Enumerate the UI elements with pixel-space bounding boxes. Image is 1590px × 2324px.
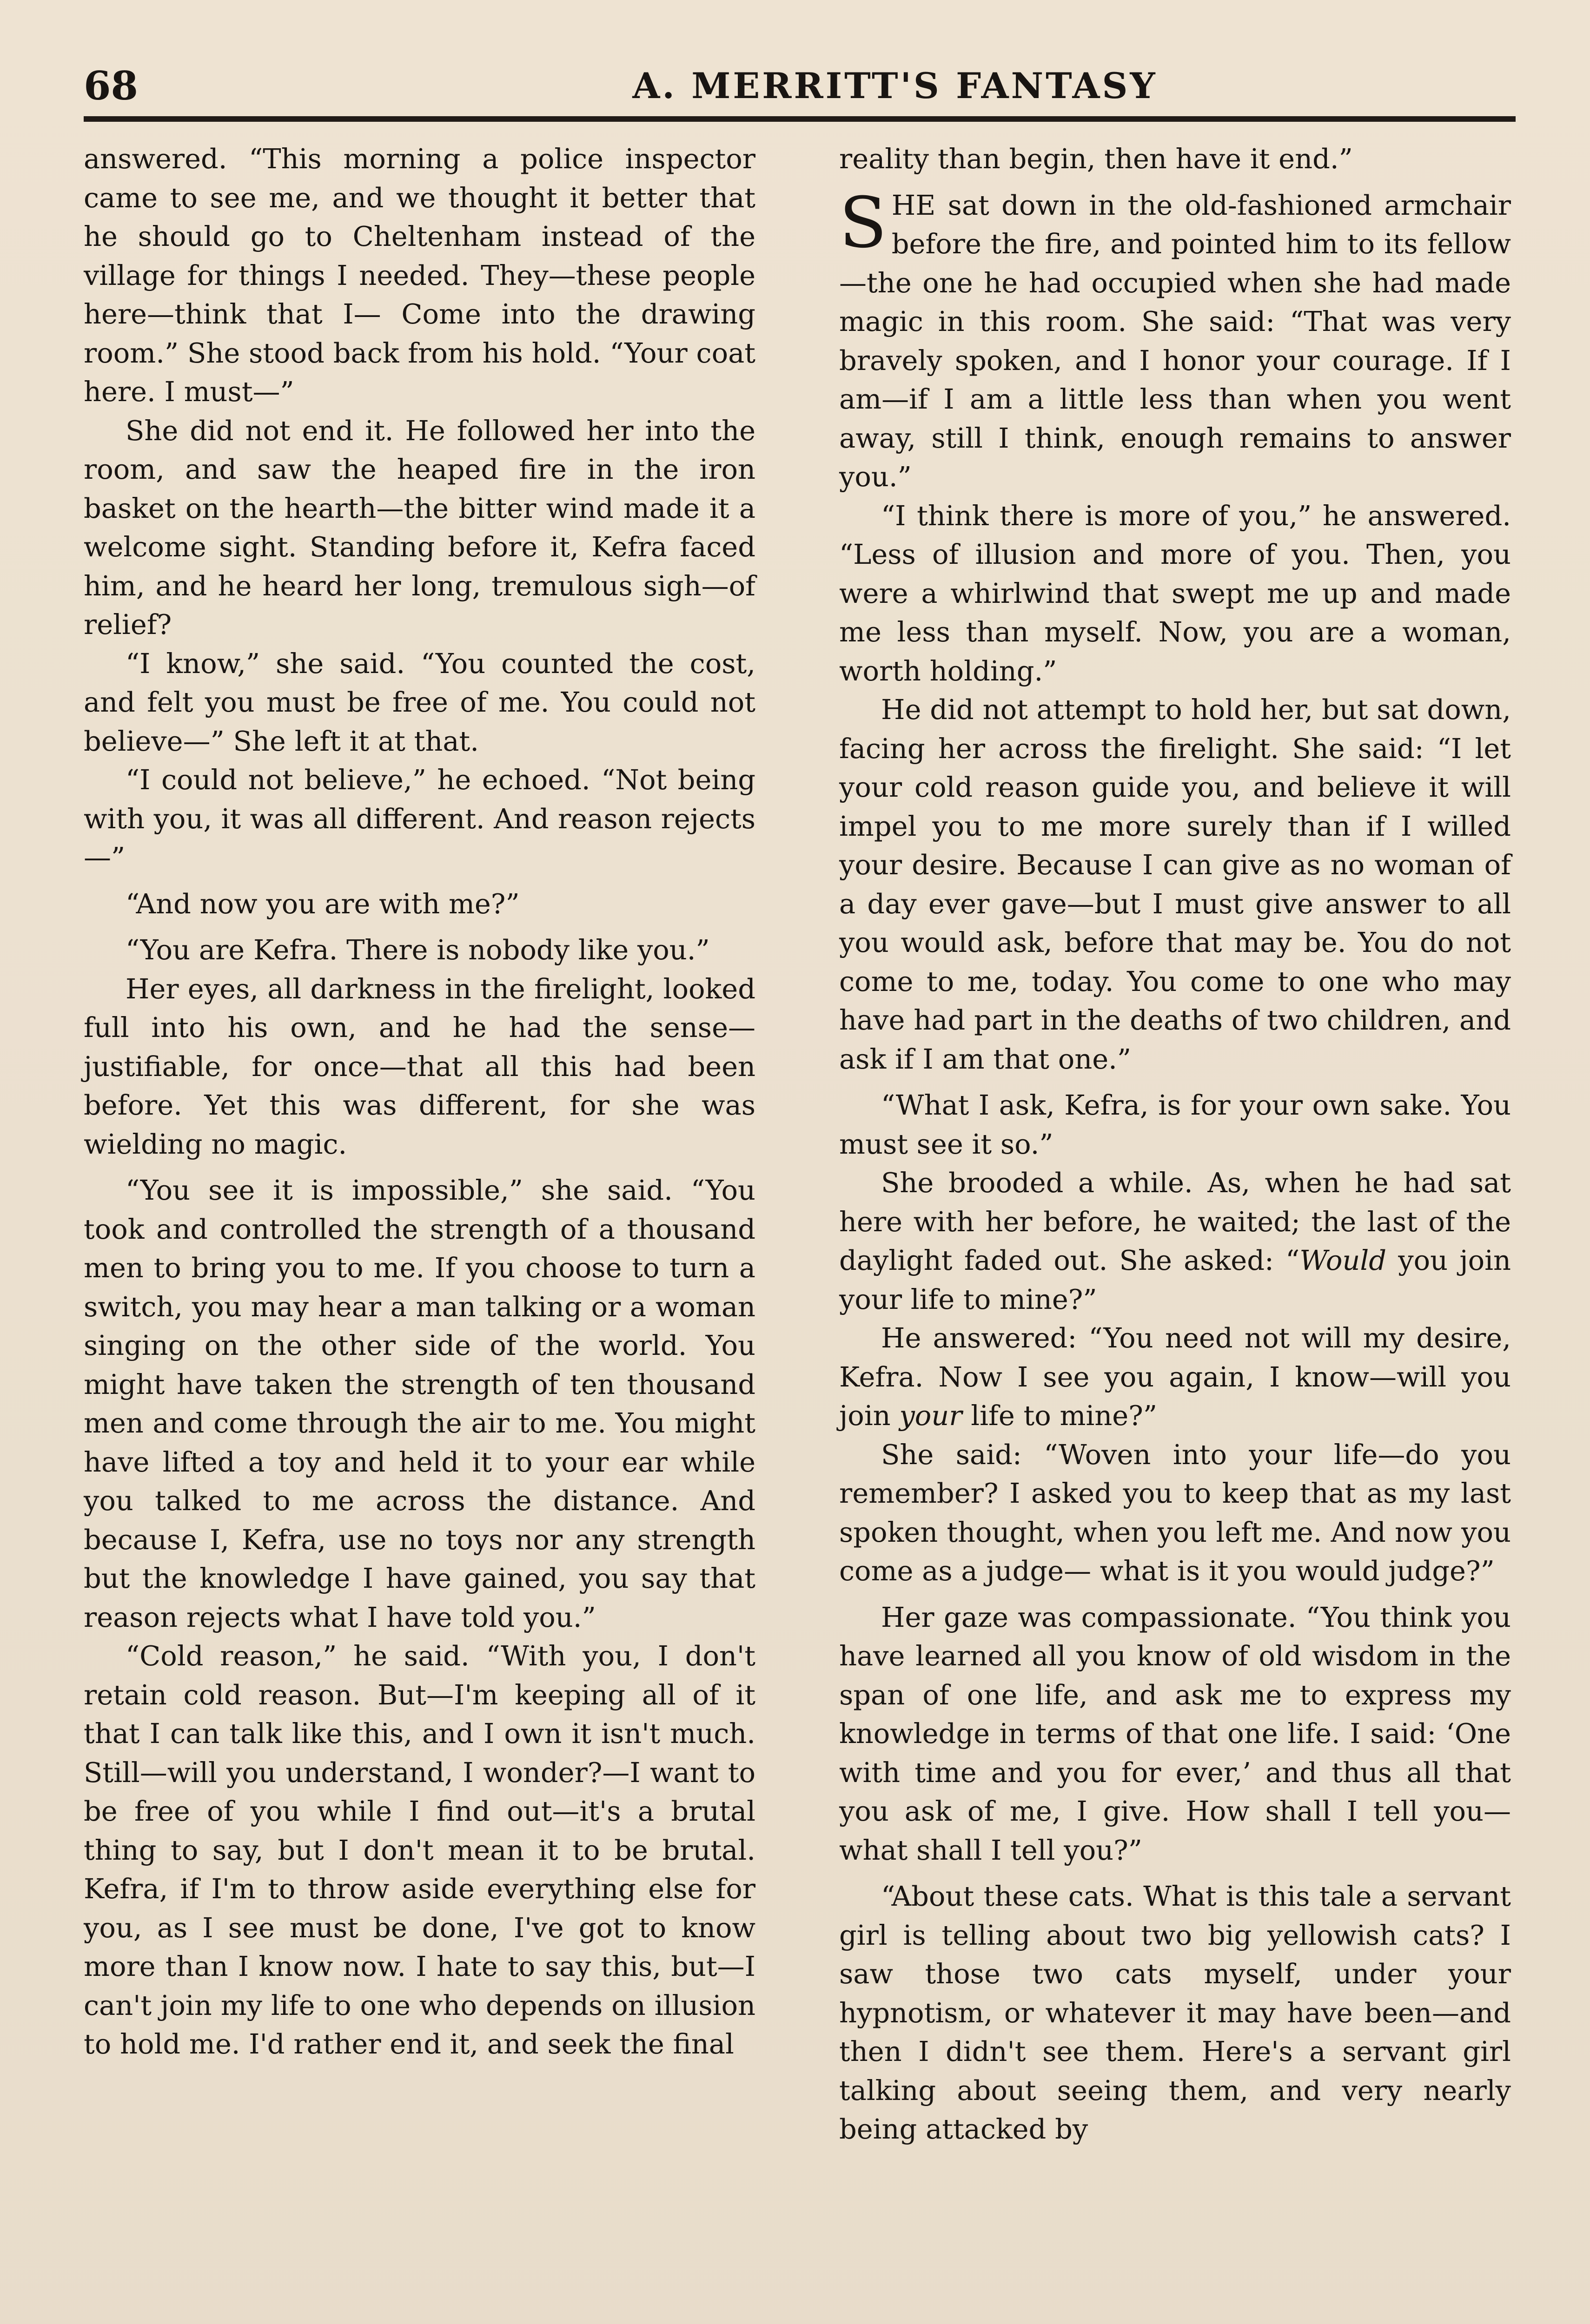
paragraph: “What I ask, Kefra, is for your own sake. You must see it so.” bbox=[839, 1089, 1511, 1160]
emphasis: Would bbox=[1299, 1244, 1387, 1276]
paragraph bbox=[839, 1163, 1511, 1319]
paragraph: “I know,” she said. “You counted the cost, and felt you must be free of me. You could not believe—” She left it at that. bbox=[84, 647, 755, 757]
paragraph-with-dropcap bbox=[839, 182, 1511, 496]
paragraph: “I think there is more of you,” he answered. “Less of illusion and more of you. Then, you were a whirlwind that swept me up and made me less than myself. Now, you are a woman, worth holding.” bbox=[839, 499, 1511, 687]
paragraph: “And now you are with me?” bbox=[126, 887, 520, 920]
running-head: A. MERRITT'S FANTASY bbox=[632, 65, 1158, 106]
paragraph: He did not attempt to hold her, but sat down, facing her across the firelight. She said: “I let your cold reason guide you, and believe it will impel you to me more surely than if I willed your desire. Because I can give as no woman of a day ever gave—but I must give answer to all you would ask, before that may be. You do not come to me, today. You come to one who may have had part in the deaths of two children, and ask if I am that one.” bbox=[839, 693, 1511, 1075]
paragraph: “About these cats. What is this tale a servant girl is telling about two big yellowish cats? I saw those two cats myself, under your hypnotism, or whatever it may have been—and then I didn't see them. Here's a servant girl talking about seeing them, and very nearly being attacked by bbox=[839, 1880, 1511, 2145]
paragraph: “You are Kefra. There is nobody like you.” bbox=[126, 934, 710, 966]
paragraph-text: you join your life to mine?” bbox=[839, 1244, 1511, 1315]
paragraph: She said: “Woven into your life—do you remember? I asked you to keep that as my last spoken thought, when you left me. And now you come as a judge— what is it you would judge?” bbox=[839, 1438, 1511, 1587]
drop-cap: S bbox=[839, 182, 887, 264]
paragraph: Her eyes, all darkness in the firelight, looked full into his own, and he had the sense—justifiable, for once—that all this had been before. Yet this was different, for she was wielding no magic. bbox=[84, 972, 755, 1160]
paragraph: Her gaze was compassionate. “You think you have learned all you know of old wisdom in the span of one life, and ask me to express my knowledge in terms of that one life. I said: ‘One with time and you for ever,’ and thus all that you ask of me, I give. How shall I tell you— what shall I tell you?” bbox=[839, 1601, 1511, 1866]
paragraph: answered. “This morning a police inspector came to see me, and we thought it better that he should go to Cheltenham instead of the village for things I needed. They—these people here—think that I— Come into the drawing room.” She stood back from his hold. “Your coat here. I must—” bbox=[84, 143, 755, 408]
emphasis: your bbox=[899, 1400, 962, 1432]
right-column bbox=[839, 139, 1511, 2149]
paragraph: “Cold reason,” he said. “With you, I don't retain cold reason. But—I'm keeping all of it that I can talk like this, and I own it isn't much. Still—will you understand, I wonder?—I want to be free of you while I find out—it's a brutal thing to say, but I don't mean it to be brutal. Kefra, if I'm to throw aside everything else for you, as I see must be done, I've got to know more than I know now. I hate to say this, but—I can't join my life to one who depends on illusion to hold me. I'd rather end it, and seek the final bbox=[84, 1640, 755, 2060]
paragraph-text: HE sat down in the old-fashioned armchair before the fire, and pointed him to its fellow—the one he had occupied when she had made magic in this room. She said: “That was very bravely spoken, and I honor your courage. If I am—if I am a little less than when you went away, still I think, enough remains to answer you.” bbox=[839, 189, 1511, 493]
paragraph-text: She brooded a while. As, when he had sat here with her before, he waited; the last of the daylight faded out. She asked: “ bbox=[839, 1167, 1511, 1276]
paragraph-text: life to mine?” bbox=[962, 1400, 1158, 1432]
page-number: 68 bbox=[84, 63, 138, 109]
paragraph: “You see it is impossible,” she said. “You took and controlled the strength of a thousand men to bring you to me. If you choose to turn a switch, you may hear a man talking or a woman singing on the other side of the world. You might have taken the strength of ten thousand men and come through the air to me. You might have lifted a toy and held it to your ear while you talked to me across the distance. And because I, Kefra, use no toys nor any strength but the knowledge I have gained, you say that reason rejects what I have told you.” bbox=[84, 1174, 755, 1633]
paragraph: reality than begin, then have it end.” bbox=[839, 143, 1353, 175]
paragraph bbox=[839, 1319, 1511, 1435]
page-header bbox=[84, 60, 1516, 121]
header-rule bbox=[84, 116, 1516, 122]
paragraph-text: He answered: “You need not will my desire, Kefra. Now I see you again, I know—will you join bbox=[839, 1322, 1511, 1432]
paragraph: She did not end it. He followed her into the room, and saw the heaped fire in the iron basket on the hearth—the bitter wind made it a welcome sight. Standing before it, Kefra faced him, and he heard her long, tremulous sigh—of relief? bbox=[84, 414, 755, 640]
paragraph: “I could not believe,” he echoed. “Not being with you, it was all different. And reason rejects—” bbox=[84, 764, 755, 873]
left-column bbox=[84, 139, 755, 2064]
